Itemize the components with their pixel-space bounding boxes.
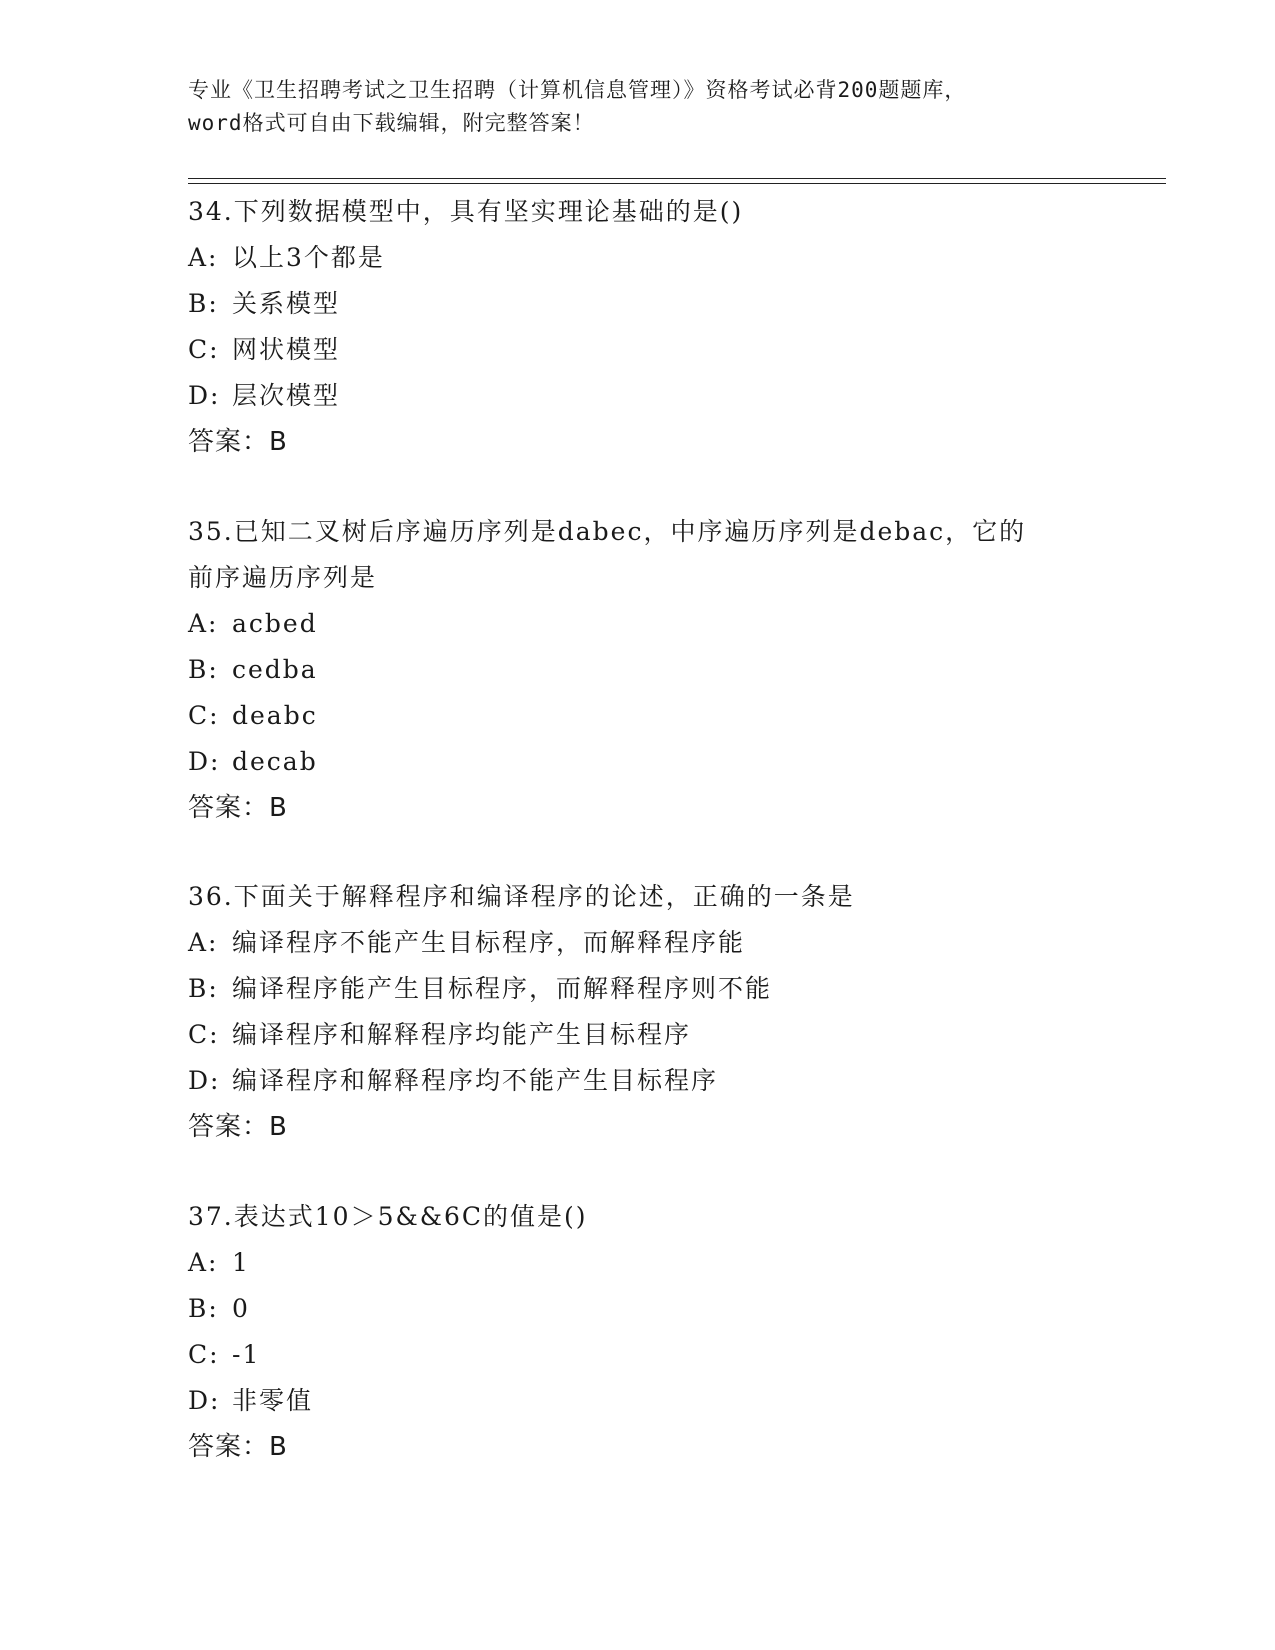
- header-line-1: 专业《卫生招聘考试之卫生招聘（计算机信息管理）》资格考试必背200题题库，: [188, 78, 967, 102]
- header-divider-top: [188, 178, 1166, 179]
- option-key: D:: [188, 1066, 221, 1095]
- option-key: C:: [188, 1020, 220, 1049]
- answer-line: 答案：B: [188, 1432, 288, 1462]
- option-key: C:: [188, 1340, 220, 1369]
- header-line-2: word格式可自由下载编辑，附完整答案！: [188, 111, 595, 135]
- option-d: [188, 1058, 1088, 1104]
- option-text: decab: [232, 747, 318, 776]
- question-36: [188, 874, 1088, 1150]
- question-stem-line-2: 前序遍历序列是: [188, 563, 378, 592]
- option-text: acbed: [232, 609, 318, 638]
- question-34: [188, 189, 1088, 465]
- option-key: A:: [188, 928, 219, 957]
- option-key: A:: [188, 1248, 219, 1277]
- option-text: 层次模型: [232, 381, 341, 410]
- question-stem: 34.下列数据模型中，具有坚实理论基础的是(): [188, 197, 744, 226]
- option-text: 编译程序能产生目标程序，而解释程序则不能: [232, 974, 773, 1003]
- option-c: [188, 1012, 1088, 1058]
- option-key: B:: [188, 289, 219, 318]
- option-key: D:: [188, 747, 221, 776]
- option-b: [188, 966, 1088, 1012]
- question-stem: 36.下面关于解释程序和编译程序的论述，正确的一条是: [188, 882, 855, 911]
- option-key: A:: [188, 609, 219, 638]
- option-key: D:: [188, 1386, 221, 1415]
- option-text: 编译程序不能产生目标程序，而解释程序能: [232, 928, 746, 957]
- option-c: [188, 1332, 1088, 1378]
- option-key: B:: [188, 974, 219, 1003]
- option-key: D:: [188, 381, 221, 410]
- option-text: 编译程序和解释程序均不能产生目标程序: [232, 1066, 719, 1095]
- option-d: [188, 1378, 1088, 1424]
- option-text: 网状模型: [232, 335, 341, 364]
- question-37: [188, 1194, 1088, 1470]
- answer-line: 答案：B: [188, 793, 288, 823]
- option-a: [188, 601, 1088, 647]
- option-text: 0: [232, 1294, 250, 1323]
- header-divider-bottom: [188, 183, 1166, 184]
- document-header: [188, 74, 1088, 140]
- option-key: B:: [188, 1294, 219, 1323]
- option-key: A:: [188, 243, 219, 272]
- option-key: B:: [188, 655, 219, 684]
- option-b: [188, 281, 1088, 327]
- option-d: [188, 373, 1088, 419]
- option-text: 非零值: [232, 1386, 314, 1415]
- option-a: [188, 235, 1088, 281]
- question-stem-line-1: 35.已知二叉树后序遍历序列是dabec，中序遍历序列是debac，它的: [188, 517, 1027, 546]
- option-text: 编译程序和解释程序均能产生目标程序: [232, 1020, 692, 1049]
- option-text: -1: [232, 1340, 261, 1369]
- option-key: C:: [188, 701, 220, 730]
- option-d: [188, 739, 1088, 785]
- answer-line: 答案：B: [188, 1112, 288, 1142]
- option-c: [188, 327, 1088, 373]
- option-text: deabc: [232, 701, 318, 730]
- option-text: cedba: [232, 655, 318, 684]
- question-35: [188, 509, 1088, 831]
- option-b: [188, 1286, 1088, 1332]
- option-c: [188, 693, 1088, 739]
- question-stem: 37.表达式10＞5&&6C的值是(): [188, 1202, 588, 1231]
- option-text: 关系模型: [232, 289, 341, 318]
- answer-line: 答案：B: [188, 427, 288, 457]
- option-a: [188, 920, 1088, 966]
- option-key: C:: [188, 335, 220, 364]
- option-b: [188, 647, 1088, 693]
- option-text: 1: [232, 1248, 250, 1277]
- option-text: 以上3个都是: [232, 243, 385, 272]
- option-a: [188, 1240, 1088, 1286]
